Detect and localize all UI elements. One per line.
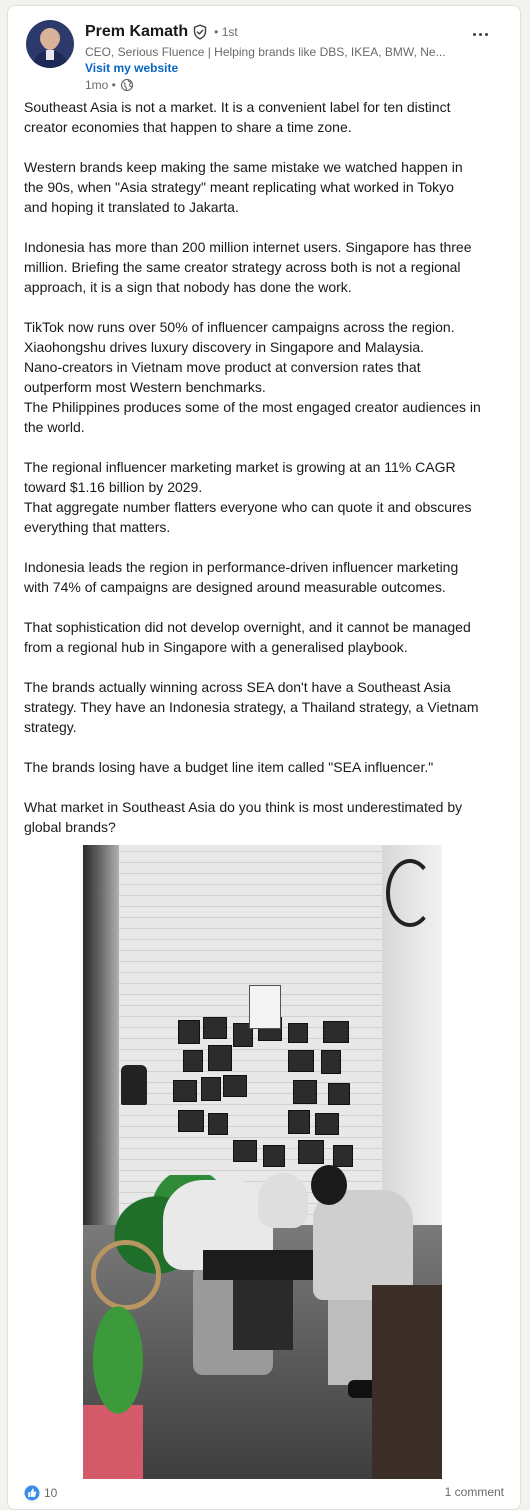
post-line: from a regional hub in Singapore with a generalised playbook. — [24, 639, 408, 655]
post-line: The Philippines produces some of the most engaged creator audiences in — [24, 399, 481, 415]
post-paragraph — [24, 317, 509, 437]
post-line: strategy. — [24, 719, 77, 735]
post-line: Western brands keep making the same mistake we watched happen in — [24, 159, 463, 175]
post-paragraph — [24, 457, 509, 537]
post-line: strategy. They have an Indonesia strategy, a Thailand strategy, a Vietnam — [24, 699, 479, 715]
post-line: TikTok now runs over 50% of influencer campaigns across the region. — [24, 319, 455, 335]
author-name[interactable]: Prem Kamath — [85, 23, 189, 40]
social-counts-bar — [24, 1485, 504, 1503]
post-card — [7, 5, 521, 1510]
post-paragraph — [24, 677, 509, 737]
post-line: creator economies that happen to share a time zone. — [24, 119, 352, 135]
post-line: Southeast Asia is not a market. It is a convenient label for ten distinct — [24, 99, 451, 115]
post-line: Indonesia leads the region in performance-driven influencer marketing — [24, 559, 459, 575]
reaction-count: 10 — [44, 1486, 58, 1500]
post-time: 1mo • — [85, 78, 116, 92]
post-line: Nano-creators in Vietnam move product at conversion rates that — [24, 359, 421, 375]
post-paragraph — [24, 157, 509, 217]
post-paragraph — [24, 557, 509, 597]
post-line: That sophistication did not develop overnight, and it cannot be managed — [24, 619, 471, 635]
post-line: outperform most Western benchmarks. — [24, 379, 266, 395]
post-line: The brands actually winning across SEA don't have a Southeast Asia — [24, 679, 451, 695]
post-line: The regional influencer marketing market is growing at an 11% CAGR — [24, 459, 456, 475]
post-line: the world. — [24, 419, 85, 435]
globe-icon — [120, 78, 134, 92]
post-paragraph — [24, 757, 509, 777]
post-line: global brands? — [24, 819, 116, 835]
post-paragraph — [24, 237, 509, 297]
post-image[interactable] — [83, 845, 442, 1479]
post-line: approach, it is a sign that nobody has done the work. — [24, 279, 352, 295]
post-line: the 90s, when "Asia strategy" meant replicating what worked in Tokyo — [24, 179, 454, 195]
post-line: That aggregate number flatters everyone who can quote it and obscures — [24, 499, 472, 515]
post-line: What market in Southeast Asia do you think is most underestimated by — [24, 799, 463, 815]
post-line: Xiaohongshu drives luxury discovery in Singapore and Malaysia. — [24, 339, 424, 355]
verified-shield-icon — [192, 24, 208, 40]
author-headline: CEO, Serious Fluence | Helping brands like DBS, IKEA, BMW, Ne... — [85, 45, 446, 59]
post-line: everything that matters. — [24, 519, 171, 535]
post-text — [24, 97, 509, 857]
like-reaction-icon — [24, 1485, 40, 1501]
post-paragraph — [24, 617, 509, 657]
more-options-icon[interactable] — [468, 25, 492, 43]
post-paragraph — [24, 97, 509, 137]
visit-website-link[interactable]: Visit my website — [85, 61, 179, 75]
connection-degree: • 1st — [214, 25, 238, 39]
author-name-row — [85, 22, 238, 42]
post-line: million. Briefing the same creator strategy across both is not a regional — [24, 259, 461, 275]
post-header — [26, 20, 506, 90]
post-line: and hoping it translated to Jakarta. — [24, 199, 239, 215]
post-line: Indonesia has more than 200 million internet users. Singapore has three — [24, 239, 472, 255]
post-time-row — [85, 78, 134, 92]
comments-count-link[interactable]: 1 comment — [444, 1485, 504, 1499]
post-line: toward $1.16 billion by 2029. — [24, 479, 203, 495]
reactions-summary[interactable] — [24, 1485, 57, 1501]
post-line: with 74% of campaigns are designed around measurable outcomes. — [24, 579, 446, 595]
avatar[interactable] — [26, 20, 74, 68]
post-paragraph — [24, 797, 509, 837]
post-line: The brands losing have a budget line item called "SEA influencer." — [24, 759, 434, 775]
